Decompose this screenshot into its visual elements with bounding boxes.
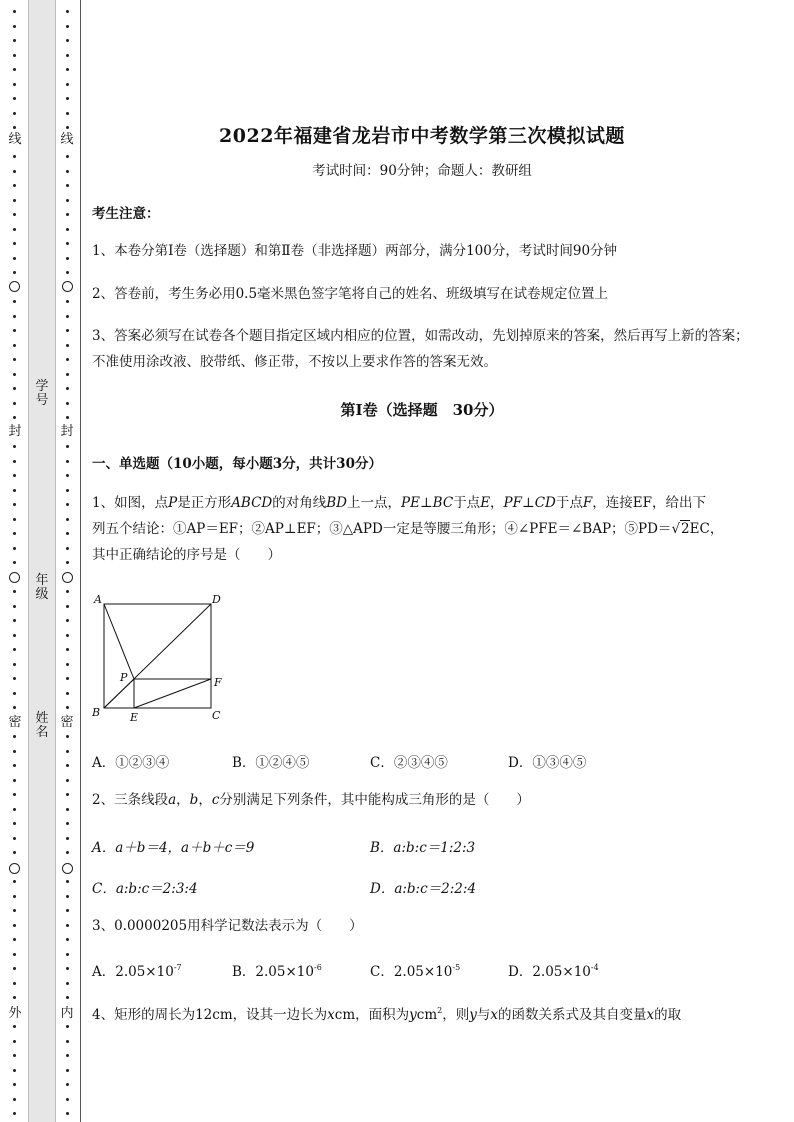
cut-line-dot — [66, 54, 69, 57]
cut-line-dot — [66, 706, 69, 709]
binding-margin-outer — [0, 0, 28, 1122]
cut-line-dot — [13, 779, 16, 782]
cut-line-dot — [13, 25, 16, 28]
segment-ef — [134, 679, 211, 708]
notice-heading: 考生注意： — [92, 206, 160, 222]
cut-line-dot — [66, 909, 69, 912]
cut-line-dot — [66, 39, 69, 42]
q2-option-d[interactable]: D．a:b:c＝2:2:4 — [370, 881, 477, 897]
cut-line-dot — [13, 503, 16, 506]
cut-line-dot — [66, 112, 69, 115]
cut-line-dot — [13, 329, 16, 332]
cut-line-dot — [13, 344, 16, 347]
cut-line-dot — [66, 460, 69, 463]
question-4-text: 4、矩形的周长为12cm，设其一边长为xcm，面积为ycm$^2$，则y与x的函数关系式及其自变量x的取 — [92, 1006, 682, 1023]
cut-line-dot — [66, 793, 69, 796]
q1-option-d[interactable]: D．①③④⑤ — [508, 755, 587, 771]
cut-line-dot — [13, 460, 16, 463]
cut-line-dot — [13, 257, 16, 260]
cut-line-dot — [13, 416, 16, 419]
cut-line-dot — [13, 68, 16, 71]
cut-line-dot — [13, 474, 16, 477]
cut-line-dot — [66, 416, 69, 419]
cut-line-dot — [13, 170, 16, 173]
cut-line-dot — [13, 184, 16, 187]
question-2-options-row-1 — [92, 836, 752, 856]
cut-line-dot — [66, 924, 69, 927]
cut-line-dot — [13, 924, 16, 927]
notice-item-2: 2、答卷前，考生务必用0.5毫米黑色签字笔将自己的姓名、班级填写在试卷规定位置上 — [92, 286, 609, 302]
cut-line-dot — [66, 445, 69, 448]
cut-line-dot — [66, 779, 69, 782]
cut-line-dot — [66, 170, 69, 173]
cut-line-dot — [13, 112, 16, 115]
cut-line-dot — [13, 155, 16, 158]
cut-line-dot — [66, 344, 69, 347]
q2-option-c[interactable]: C．a:b:c＝2:3:4 — [92, 881, 198, 897]
dotted-cut-line-outer — [13, 0, 17, 1122]
question-1-options — [92, 751, 752, 771]
cut-line-dot — [13, 822, 16, 825]
cut-line-dot — [66, 503, 69, 506]
binding-info-strip — [28, 0, 56, 1122]
dotted-cut-line-inner — [66, 0, 70, 1122]
cut-line-dot — [66, 184, 69, 187]
cut-line-dot — [13, 895, 16, 898]
cut-line-dot — [13, 213, 16, 216]
cut-line-dot — [13, 996, 16, 999]
cut-line-dot — [66, 808, 69, 811]
cut-line-dot — [66, 10, 69, 13]
cut-line-dot — [66, 996, 69, 999]
vertex-label-b: B — [92, 706, 101, 719]
cut-line-dot — [66, 605, 69, 608]
cut-line-dot — [13, 242, 16, 245]
sqrt-symbol: √2 — [671, 521, 690, 537]
cut-line-dot — [66, 358, 69, 361]
cut-line-dot — [13, 1054, 16, 1057]
cut-line-dot — [13, 880, 16, 883]
cut-line-dot — [13, 706, 16, 709]
cut-line-dot — [13, 750, 16, 753]
cut-line-dot — [66, 938, 69, 941]
cut-line-dot — [66, 271, 69, 274]
segment-ap — [104, 604, 134, 679]
cut-line-dot — [66, 489, 69, 492]
cut-line-dot — [13, 445, 16, 448]
vertex-label-c: C — [212, 709, 221, 722]
cut-line-dot — [66, 735, 69, 738]
cut-line-dot — [13, 590, 16, 593]
cut-line-dot — [13, 1098, 16, 1101]
cut-line-dot — [13, 54, 16, 57]
section-heading: 一、单选题（10小题，每小题3分，共计30分） — [92, 456, 382, 472]
segment-bp — [104, 679, 134, 708]
cut-line-dot — [66, 1069, 69, 1072]
cut-line-dot — [66, 126, 69, 129]
cut-line-dot — [13, 982, 16, 985]
cut-line-dot — [66, 837, 69, 840]
cut-line-dot — [66, 953, 69, 956]
inner-mark-nei: 内 — [58, 1007, 76, 1021]
cut-line-dot — [13, 126, 16, 129]
cut-line-dot — [66, 967, 69, 970]
cut-line-dot — [66, 764, 69, 767]
q2-option-a[interactable]: A．a＋b＝4，a＋b＋c＝9 — [92, 840, 255, 856]
cut-line-dot — [13, 808, 16, 811]
binding-circle-icon — [9, 863, 20, 874]
cut-line-dot — [13, 1025, 16, 1028]
cut-line-dot — [13, 387, 16, 390]
cut-line-dot — [13, 793, 16, 796]
cut-line-dot — [66, 228, 69, 231]
outer-mark-feng: 封 — [6, 425, 24, 439]
cut-line-dot — [13, 1040, 16, 1043]
cut-line-dot — [66, 634, 69, 637]
question-3-options — [92, 960, 752, 980]
cut-line-dot — [66, 257, 69, 260]
cut-line-dot — [13, 692, 16, 695]
cut-line-dot — [66, 68, 69, 71]
point-label-f: F — [214, 676, 222, 689]
square-abcd-figure — [92, 590, 232, 725]
cut-line-dot — [13, 634, 16, 637]
cut-line-dot — [13, 561, 16, 564]
cut-line-dot — [13, 358, 16, 361]
cut-line-dot — [13, 373, 16, 376]
cut-line-dot — [13, 10, 16, 13]
exam-title: 2022年福建省龙岩市中考数学第三次模拟试题 — [219, 125, 625, 147]
cut-line-dot — [13, 735, 16, 738]
cut-line-dot — [13, 1069, 16, 1072]
cut-line-dot — [13, 648, 16, 651]
cut-line-dot — [66, 822, 69, 825]
inner-mark-xian: 线 — [58, 133, 76, 147]
cut-line-dot — [66, 25, 69, 28]
vertex-label-a: A — [94, 593, 102, 606]
q3-option-b[interactable]: B．$2.05\times 10^{-6}$ — [232, 963, 322, 980]
student-id-label: 学号 — [35, 379, 49, 408]
point-label-e: E — [130, 711, 139, 724]
question-2-text: 2、三条线段a，b，c分别满足下列条件，其中能构成三角形的是（ ） — [92, 792, 530, 808]
binding-circle-icon — [9, 281, 20, 292]
binding-margin-inner — [55, 0, 79, 1122]
question-1-text: 1、如图，点P是正方形ABCD的对角线BD上一点，PE⊥BC于点E，PF⊥CD于点F，连接EF，给出下 列五个结论：①AP＝EF；②AP⊥EF；③△APD一定是等腰三角形；④∠PFE＝∠BAP；⑤PD＝√2EC， 其中正确结论的序号是（ ） — [92, 495, 724, 563]
q3-option-d[interactable]: D．$2.05\times 10^{-4}$ — [508, 963, 599, 980]
section-title: 第I卷（选择题 30分） — [340, 401, 504, 419]
cut-line-dot — [13, 402, 16, 405]
q2-option-b[interactable]: B．a:b:c＝1:2:3 — [370, 840, 476, 856]
binding-rule — [80, 0, 81, 1122]
cut-line-dot — [66, 648, 69, 651]
question-3-text: 3、0.0000205用科学记数法表示为（ ） — [92, 918, 363, 934]
cut-line-dot — [13, 1112, 16, 1115]
cut-line-dot — [66, 1025, 69, 1028]
cut-line-dot — [66, 532, 69, 535]
grade-label: 年级 — [35, 573, 49, 602]
cut-line-dot — [66, 83, 69, 86]
cut-line-dot — [66, 155, 69, 158]
cut-line-dot — [66, 561, 69, 564]
name-label: 姓名 — [35, 711, 49, 740]
cut-line-dot — [66, 1112, 69, 1115]
cut-line-dot — [66, 677, 69, 680]
binding-circle-icon — [62, 863, 73, 874]
cut-line-dot — [13, 83, 16, 86]
cut-line-dot — [13, 271, 16, 274]
cut-line-dot — [66, 373, 69, 376]
cut-line-dot — [13, 315, 16, 318]
cut-line-dot — [66, 547, 69, 550]
cut-line-dot — [66, 590, 69, 593]
cut-line-dot — [13, 851, 16, 854]
cut-line-dot — [66, 1098, 69, 1101]
cut-line-dot — [13, 677, 16, 680]
q3-option-a[interactable]: A．$2.05\times 10^{-7}$ — [92, 963, 182, 980]
cut-line-dot — [13, 967, 16, 970]
binding-circle-icon — [9, 572, 20, 583]
cut-line-dot — [66, 1040, 69, 1043]
cut-line-dot — [66, 242, 69, 245]
cut-line-dot — [66, 315, 69, 318]
cut-line-dot — [13, 1083, 16, 1086]
outer-mark-xian: 线 — [6, 133, 24, 147]
q1-option-c[interactable]: C．②③④⑤ — [370, 755, 448, 771]
cut-line-dot — [13, 663, 16, 666]
cut-line-dot — [66, 199, 69, 202]
cut-line-dot — [13, 547, 16, 550]
q1-option-a[interactable]: A．①②③④ — [92, 755, 170, 771]
cut-line-dot — [66, 880, 69, 883]
cut-line-dot — [66, 619, 69, 622]
cut-line-dot — [13, 605, 16, 608]
cut-line-dot — [66, 1083, 69, 1086]
cut-line-dot — [13, 489, 16, 492]
cut-line-dot — [13, 764, 16, 767]
notice-item-1: 1、本卷分第I卷（选择题）和第Ⅱ卷（非选择题）两部分，满分100分，考试时间90分钟 — [92, 243, 618, 259]
question-2-options-row-2 — [92, 877, 752, 897]
cut-line-dot — [66, 750, 69, 753]
inner-mark-feng: 封 — [58, 425, 76, 439]
q1-option-b[interactable]: B．①②④⑤ — [232, 755, 310, 771]
cut-line-dot — [13, 199, 16, 202]
exam-subtitle: 考试时间：90分钟；命题人：教研组 — [312, 163, 532, 179]
cut-line-dot — [13, 39, 16, 42]
binding-circle-icon — [62, 281, 73, 292]
cut-line-dot — [66, 982, 69, 985]
cut-line-dot — [66, 300, 69, 303]
cut-line-dot — [66, 1054, 69, 1057]
q3-option-c[interactable]: C．$2.05\times 10^{-5}$ — [370, 963, 461, 980]
cut-line-dot — [13, 953, 16, 956]
cut-line-dot — [66, 895, 69, 898]
cut-line-dot — [13, 97, 16, 100]
cut-line-dot — [66, 97, 69, 100]
cut-line-dot — [66, 663, 69, 666]
cut-line-dot — [13, 938, 16, 941]
cut-line-dot — [66, 387, 69, 390]
cut-line-dot — [66, 329, 69, 332]
cut-line-dot — [66, 213, 69, 216]
outer-mark-mi: 密 — [6, 716, 24, 730]
cut-line-dot — [13, 909, 16, 912]
inner-mark-mi: 密 — [58, 716, 76, 730]
cut-line-dot — [66, 851, 69, 854]
cut-line-dot — [13, 532, 16, 535]
cut-line-dot — [66, 692, 69, 695]
outer-mark-wai: 外 — [6, 1007, 24, 1021]
cut-line-dot — [66, 474, 69, 477]
cut-line-dot — [13, 300, 16, 303]
cut-line-dot — [66, 518, 69, 521]
cut-line-dot — [13, 228, 16, 231]
notice-item-3: 3、答案必须写在试卷各个题目指定区域内相应的位置，如需改动，先划掉原来的答案，然后再写上新的答案；不准使用涂改液、胶带纸、修正带，不按以上要求作答的答案无效。 — [92, 328, 749, 370]
point-label-p: P — [120, 671, 128, 684]
vertex-label-d: D — [212, 593, 221, 606]
cut-line-dot — [13, 619, 16, 622]
cut-line-dot — [13, 837, 16, 840]
cut-line-dot — [13, 518, 16, 521]
binding-circle-icon — [62, 572, 73, 583]
cut-line-dot — [66, 402, 69, 405]
